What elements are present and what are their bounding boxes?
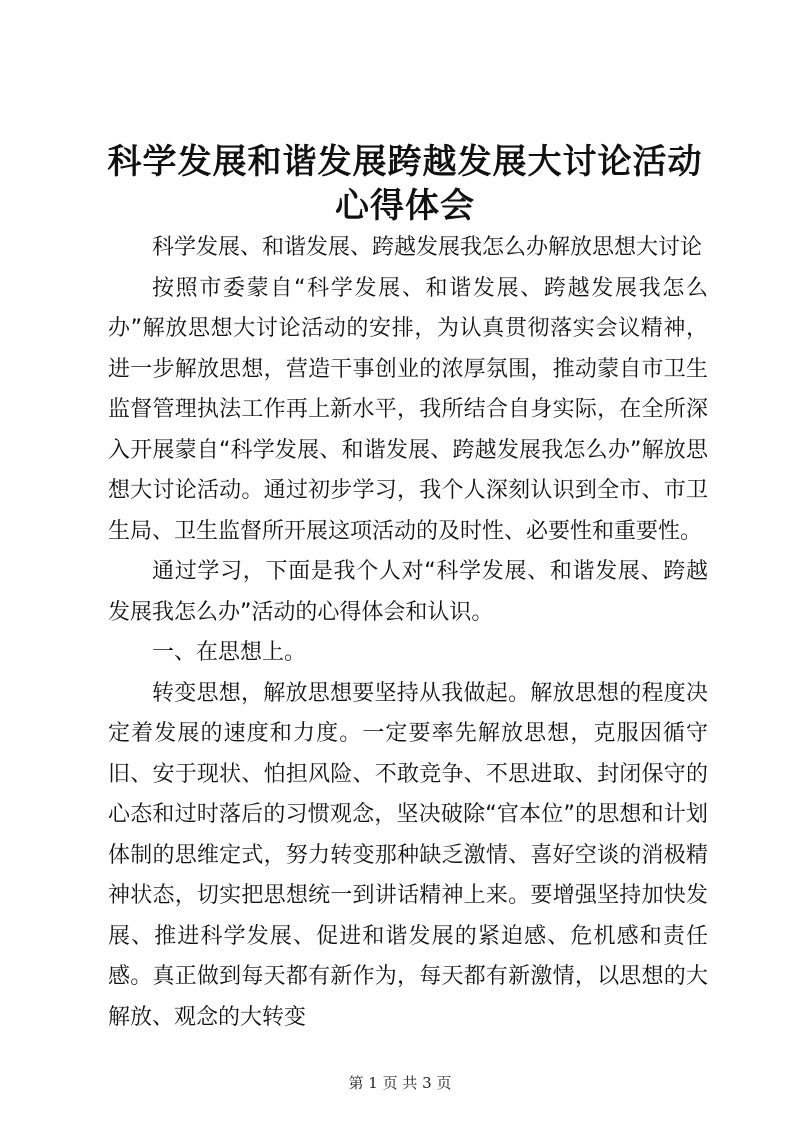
paragraph-learning: 通过学习，下面是我个人对“科学发展、和谐发展、跨越发展我怎么办”活动的心得体会和认识。 bbox=[108, 559, 708, 625]
page-number-footer: 第 1 页 共 3 页 bbox=[348, 1074, 452, 1092]
paragraph-thought: 转变思想，解放思想要坚持从我做起。解放思想的程度决定着发展的速度和力度。一定要率先解放思想，克服因循守旧、安于现状、怕担风险、不敢竞争、不思进取、封闭保守的心态和过时落后的习惯观念，坚决破除“官本位”的思想和计划体制的思维定式，努力转变那种缺乏激情、喜好空谈的消极精神状态，切实把思想统一到讲话精神上来。要增强坚持加快发展、推进科学发展、促进和谐发展的紧迫感、危机感和责任感。真正做到每天都有新作为，每天都有新激情，以思想的大解放、观念的大转变 bbox=[108, 680, 708, 1030]
section-heading: 一、在思想上。 bbox=[152, 640, 307, 665]
document-title: 科学发展和谐发展跨越发展大讨论活动心得体会 bbox=[107, 142, 703, 226]
paragraph-intro: 按照市委蒙自“科学发展、和谐发展、跨越发展我怎么办”解放思想大讨论活动的安排，为认真贯彻落实会议精神，进一步解放思想，营造干事创业的浓厚氛围，推动蒙自市卫生监督管理执法工作再上新水平，我所结合自身实际，在全所深入开展蒙自“科学发展、和谐发展、跨越发展我怎么办”解放思想大讨论活动。通过初步学习，我个人深刻认识到全市、市卫生局、卫生监督所开展这项活动的及时性、必要性和重要性。 bbox=[108, 275, 708, 544]
document-body bbox=[108, 228, 708, 1038]
paragraph-subtitle: 科学发展、和谐发展、跨越发展我怎么办解放思想大讨论 bbox=[152, 235, 703, 260]
